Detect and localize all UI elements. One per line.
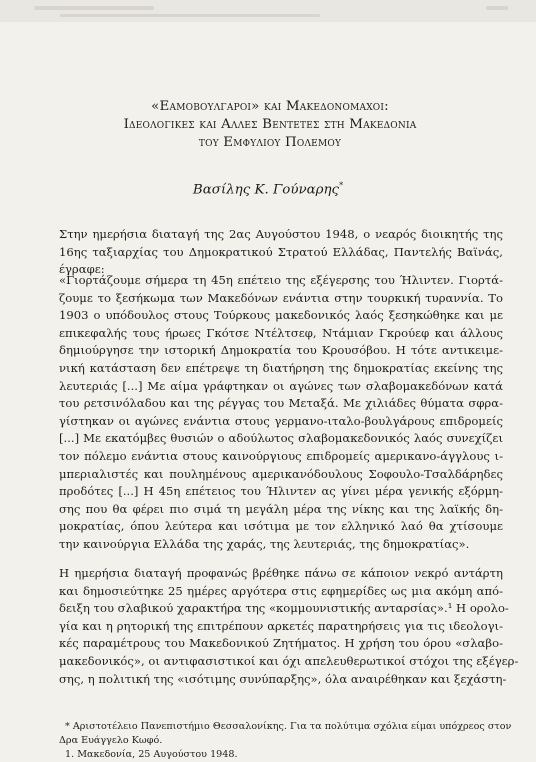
footnote-1: 1. Μακεδονία, 25 Αυγούστου 1948.: [65, 749, 238, 760]
quote-line: μοκρατίας, όπου λεύτερα και ισότιμα με τον ελληνικό λαό θα χτίσουμε: [59, 519, 503, 534]
quote-line: γίστηκαν οι αγώνες ενάντια στους γερμανο-ιταλο-βουλγάρους επιδρομείς: [59, 413, 503, 428]
footnote-affiliation: * Αριστοτέλειο Πανεπιστήμιο Θεσσαλονίκης. Για τα πολύτιμα σχόλια είμαι υπόχρεος στον: [65, 721, 512, 732]
intro-paragraph: Στην ημερήσια διαταγή της 2ας Αυγούστου 1948, ο νεαρός διοικητής της 16ης ταξιαρχίας του Δημοκρατικού Στρατού Ελλάδας, Παντελής Βαϊνάς, έγραφε:: [59, 227, 503, 277]
body-line: μακεδονικός», οι αντιφασιστικοί και όχι απελευθερωτικοί στόχοι της εξέγερ-: [59, 653, 519, 668]
body-line: σης, η πολιτική της «ισότιμης συνύπαρξης», όλα αναιρέθηκαν και ξεχάστη-: [59, 671, 507, 686]
body-line: Η ημερήσια διαταγή προφανώς βρέθηκε πάνω σε κάποιον νεκρό αντάρτη: [59, 566, 503, 580]
author-footnote-mark: *: [339, 181, 344, 190]
quoted-order: [59, 272, 503, 554]
quote-line: νική κατάσταση δεν επέτρεψε τη διατήρηση της δημοκρατίας εκείνης της: [59, 360, 503, 375]
quote-line: μπεριαλιστές και πουλημένους αμερικανόδουλους Σοφουλο-Τσαλδάρηδες: [59, 466, 503, 481]
quote-line: «Γιορτάζουμε σήμερα τη 45η επέτειο της εξέγερσης του Ήλιντεν. Γιορτά-: [59, 273, 503, 287]
quote-line: 1903 ο υπόδουλος στους Τούρκους μακεδονικός λαός ξεσηκώθηκε και με: [59, 308, 503, 323]
quote-line: του ρετσινόλαδου και της ρέγγας του Μεταξά. Με χιλιάδες θύματα σφρα-: [59, 396, 503, 411]
body-line: κές παραμέτρους του Μακεδονικού Ζητήματος. Η χρήση του όρου «σλαβο-: [59, 636, 503, 651]
body-paragraph: [59, 565, 519, 688]
title-line-1: «Εαμοβουλγαροι» και Μακεδονομαχοι:: [151, 99, 389, 114]
quote-line: σης που θα φέρει πιο σιμά τη μεγάλη μέρα της νίκης και της λαϊκής δη-: [59, 501, 503, 516]
quote-line: ζουμε το ξεσήκωμα των Μακεδόνων ενάντια στην τουρκική τυραννία. Το: [59, 290, 503, 305]
article-title: [40, 98, 500, 152]
footnote-acknowledgement: Δρα Ευάγγελο Κωφό.: [59, 735, 163, 746]
author-line: [0, 181, 536, 197]
quote-line: δημιούργησε την ιστορική Δημοκρατία του Κρουσόβου. Η τότε αντικειμε-: [59, 343, 503, 358]
body-line: δειξη του σλαβικού χαρακτήρα της «κομμουνιστικής ανταρσίας».¹ Η ορολο-: [59, 601, 509, 616]
faded-page-number-mark: [486, 6, 508, 10]
quote-line: τον πόλεμο ενάντια στους καινούργιους επιδρομείς αμερικανο-άγγλους ι-: [59, 448, 503, 463]
quote-line: [...] Με εκατόμβες θυσιών ο αδούλωτος σλαβομακεδονικός λαός συνεχίζει: [59, 431, 503, 446]
faded-running-header: [0, 0, 536, 22]
footnotes: [59, 720, 512, 762]
quote-line: επικεφαλής τους ήρωες Γκότσε Ντέλτσεφ, Ντάμιαν Γκρούεφ και άλλους: [59, 325, 503, 340]
title-line-2: Ιδεολογικες και Αλλες Βεντετες στη Μακεδονια: [123, 117, 417, 132]
faded-header-mark: [34, 6, 154, 10]
quote-line: προδότες [...] Η 45η επέτειος του Ήλιντεν ας γίνει μέρα γενικής εξόρμη-: [59, 484, 503, 499]
quote-line: λευτεριάς [...] Με αίμα γράφτηκαν οι αγώνες των σλαβομακεδόνων κατά: [59, 378, 503, 393]
body-line: και δημοσιεύτηκε 25 ημέρες αργότερα στις εφημερίδες ως μια ακόμη από-: [59, 583, 503, 598]
quote-line: την καινούργια Ελλάδα της χαράς, της λευτεριάς, της δημοκρατίας».: [59, 536, 470, 551]
author-name: Βασίλης Κ. Γούναρης: [192, 182, 340, 198]
body-line: γία και η ρητορική της επιτρέπουν αρκετές παρατηρήσεις για τις ιδεολογι-: [59, 618, 503, 633]
faded-header-mark: [60, 14, 320, 17]
title-line-3: του Εμφυλιου Πολεμου: [198, 135, 342, 150]
